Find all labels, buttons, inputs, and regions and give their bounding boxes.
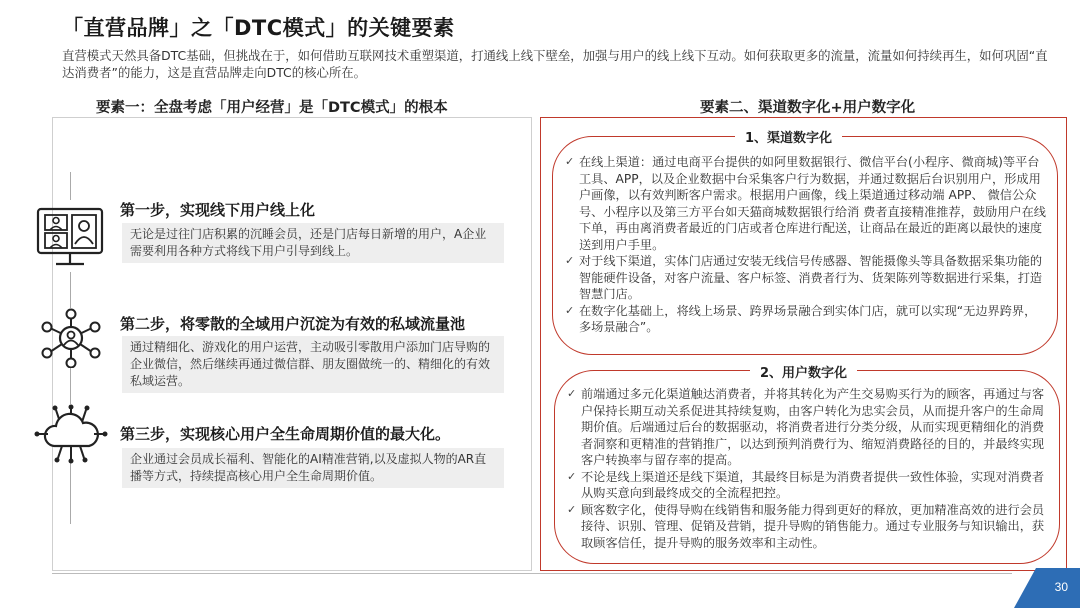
list-item: ✓ 在线上渠道：通过电商平台提供的如阿里数据银行、微信平台(小程序、微商城)等平台工具、APP，以及企业数据中台采集客户行为数据，并通过数据后台识别用户，形成用户画像，以有效判断客户需求。根据用户画像，线上渠道通过移动端 APP、 微信公众号、小程序以及第三方平台如天猫商城数据银行给消 费者直接精准推荐，鼓励用户在线下单，再由离消费者最近的门店或者仓库进行配送，让商品在最近的距离以最快的速度送到用户手里。 — [565, 155, 1046, 252]
step-2-description: 通过精细化、游戏化的用户运营，主动吸引零散用户添加门店导购的企业微信，然后继续再通过微信群、朋友圈做统一的、精细化的有效私域运营。 — [122, 336, 504, 393]
channel-digital-label: 1、渠道数字化 — [735, 127, 842, 146]
page-title: 「直营品牌」之「DTC模式」的关键要素 — [62, 16, 455, 40]
step-3-title: 第三步，实现核心用户全生命周期价值的最大化。 — [120, 425, 451, 443]
checkmark-icon: ✓ — [567, 502, 577, 516]
checkmark-icon: ✓ — [565, 254, 575, 267]
checkmark-icon: ✓ — [565, 155, 575, 168]
user-network-icon — [38, 308, 104, 372]
page-number-badge — [1014, 568, 1080, 608]
checkmark-icon: ✓ — [565, 303, 575, 317]
left-column-heading: 要素一：全盘考虑「用户经营」是「DTC模式」的根本 — [96, 100, 448, 116]
cloud-network-icon — [34, 404, 108, 468]
page-number: 30 — [1054, 580, 1068, 594]
step-2-title: 第二步，将零散的全域用户沉淀为有效的私域流量池 — [120, 315, 466, 333]
list-item: ✓ 顾客数字化，使得导购在线销售和服务能力得到更好的释放，更加精准高效的进行会员接待、识别、管理、促销及营销，提升导购的销售能力。通过专业服务与知识输出，获取顾客信任，提升导购的服务效率和主动性。 — [567, 502, 1045, 550]
checkmark-icon: ✓ — [567, 469, 577, 483]
timeline-line — [70, 272, 71, 308]
step-3-description: 企业通过会员成长福利、智能化的AI精准营销,以及虚拟人物的AR直播等方式，持续提高核心用户全生命周期价值。 — [122, 448, 504, 488]
checkmark-icon: ✓ — [567, 387, 577, 400]
list-item: ✓ 在数字化基础上，将线上场景、跨界场景融合到实体门店，就可以实现“无边界跨界，多场景融合”。 — [565, 303, 1037, 334]
step-1-description: 无论是过往门店积累的沉睡会员，还是门店每日新增的用户，A企业需要利用各种方式将线下用户引导到线上。 — [122, 223, 504, 263]
list-item: ✓ 不论是线上渠道还是线下渠道，其最终目标是为消费者提供一致性体验，实现对消费者从购买意向到最终成交的全流程把控。 — [567, 469, 1045, 500]
list-item: ✓ 前端通过多元化渠道触达消费者，并将其转化为产生交易购买行为的顾客，再通过与客户保持长期互动关系促进其持续复购，由客户转化为忠实会员，从而提升客户的生命周期价值。后端通过后台的数据驱动，将消费者进行分类分级，从而实现更精细化的消费者洞察和更精准的营销推广，以达到预判消费行为、缩短消费路径的目的，并最终实现客户转换率与留存率的提高。 — [567, 387, 1045, 467]
channel-digital-list — [565, 154, 1047, 336]
timeline-line — [70, 462, 71, 524]
right-column-heading: 要素二、渠道数字化+用户数字化 — [700, 100, 916, 116]
list-item: ✓ 对于线下渠道，实体门店通过安装无线信号传感器、智能摄像头等具备数据采集功能的智能硬件设备，对客户流量、客户标签、消费者行为、货架陈列等数据进行采集，打造智慧门店。 — [565, 254, 1043, 301]
monitor-users-icon — [36, 207, 104, 273]
user-digital-list — [567, 386, 1049, 551]
step-1-title: 第一步，实现线下用户线上化 — [120, 201, 316, 219]
user-digital-label: 2、用户数字化 — [750, 362, 857, 381]
intro-paragraph: 直营模式天然具备DTC基础，但挑战在于，如何借助互联网技术重塑渠道，打通线上线下壁垒，加强与用户的线上线下互动。如何获取更多的流量，流量如何持续再生，如何巩固“直达消费者”的能力，这是直营品牌走向DTC的核心所在。 — [62, 48, 1048, 80]
footer-divider — [52, 573, 1012, 574]
timeline-line — [70, 172, 71, 200]
